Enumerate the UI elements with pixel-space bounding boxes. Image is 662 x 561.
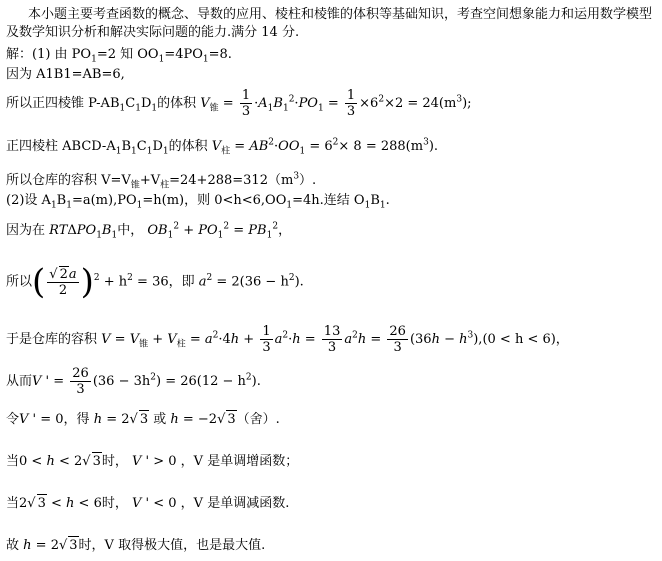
solution-step-2: (2)设 $A_1B_1=a(m),PO_1=h(m)$，则 $0<h<6,OO_1=4h$.连结 $O_1B_1$. — [6, 193, 390, 211]
decreasing-interval-line: 当2√ 3 < h < 6时， V ' < 0 ，V 是单调减函数. — [6, 496, 290, 511]
increasing-interval-line: 当0 < h < 2√ 3时， V ' > 0 ，V 是单调增函数； — [6, 454, 299, 469]
volume-function-line: 于是仓库的容积 $V = V_锥 + V_柱 = a^2\cdot 4h$ + $\frac{1}{3}$ $a^2\cdot h$ = $\frac{13}{3}$ $a^2h$ = $\frac{26}{3}$ $(36h - h^3),(0 < h < 6)$， — [6, 324, 569, 355]
intro-paragraph: 本小题主要考查函数的概念、导数的应用、棱柱和棱锥的体积等基础知识，考查空间想象能力和运用数学模型及数学知识分析和解决实际问题的能力.满分 14 分. — [6, 7, 653, 40]
pyramid-volume-line: 所以正四棱锥 $P-AB_1C_1D_1$的体积 $V_锥$ = $\frac{1}{3}$ $\cdot A_1B_1^2\cdot PO_1$ = $\frac{1}{3}$ $\times 6^2\times 2 = 24(m^3)$; — [6, 88, 472, 119]
solution-step-1: 解：(1) 由 $PO_1=2$ 知 $OO_1=4PO_1=8$. — [6, 47, 232, 65]
total-volume-line: 所以仓库的容积 $V=V_锥+V_柱=24+288=312(m^3)$. — [6, 171, 317, 191]
right-triangle-line: 因为在 $RT\Delta PO_1B_1$中， $OB_1^2 + PO_1^2 = PB_1^2$， — [6, 221, 292, 241]
pythagoras-line: 所以( $\frac{√ 2a}{2}$ )$^2 + h^2 = 36$，即 $a^2 = 2(36 - h^2)$. — [6, 262, 304, 302]
zero-derivative-line: 令V ' = 0，得 h = 2√ 3 或 h = −2√ 3（舍）. — [6, 412, 280, 427]
maximum-conclusion-line: 故 h = 2√ 3时，V 取得极大值，也是最大值. — [6, 538, 266, 553]
solution-because: 因为 A1B1=AB=6, — [6, 67, 125, 82]
prism-volume-line: 正四棱柱 ABCD-$A_1B_1C_1D_1$的体积 $V_柱 = AB^2\cdot OO_1 = 6^2\times 8 = 288(m^3)$. — [6, 137, 439, 157]
derivative-line: 从而V ' = $\frac{26}{3}$ $(36 - 3h^2) = 26(12 - h^2)$. — [6, 366, 261, 397]
